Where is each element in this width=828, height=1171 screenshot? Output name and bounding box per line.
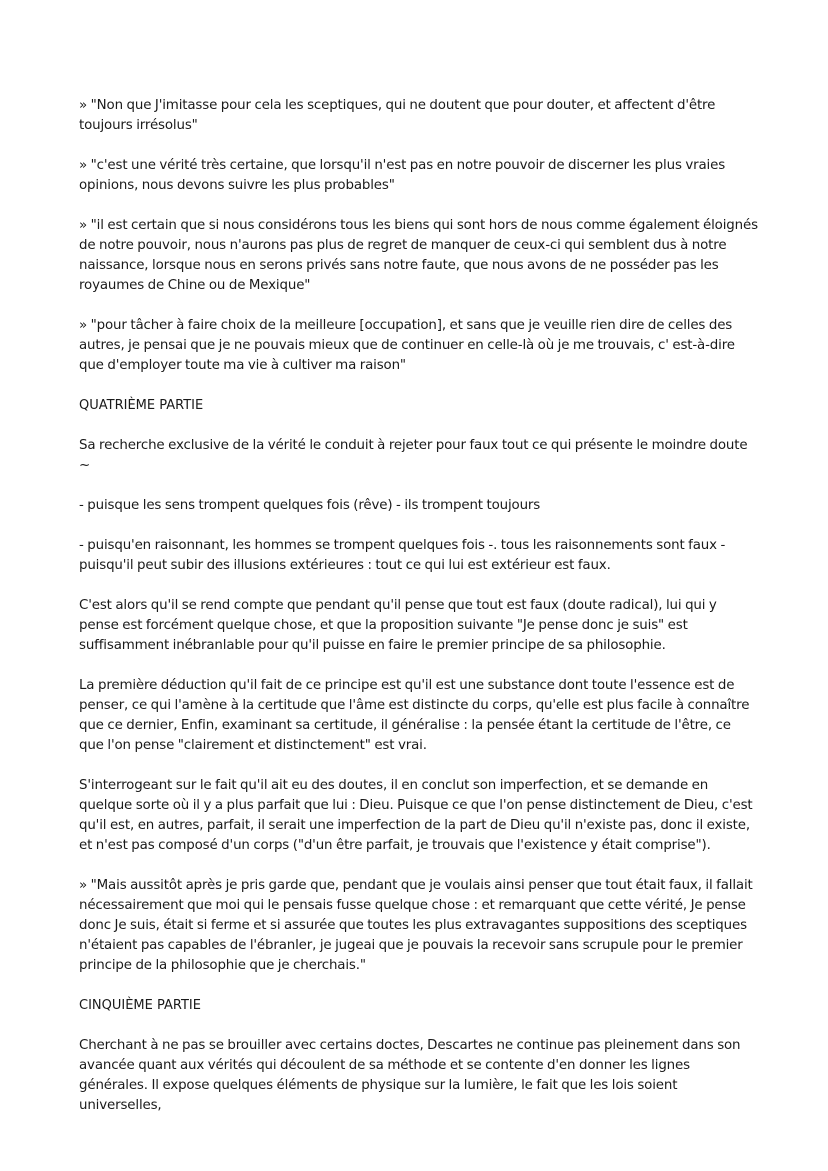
quote-paragraph: » "il est certain que si nous considérons tous les biens qui sont hors de nous comme également éloignés de notre pouvoir, nous n'aurons pas plus de regret de manquer de ceux-ci qui semblent dus à notre naissance, lorsque nous en serons privés sans notre faute, que nous avons de ne posséder pas les royaumes de Chine ou de Mexique" — [79, 218, 758, 293]
body-paragraph: Cherchant à ne pas se brouiller avec certains doctes, Descartes ne continue pas pleinement dans son avancée quant aux vérités qui découlent de sa méthode et se contente d'en donner les lignes générales. Il expose quelques éléments de physique sur la lumière, le fait que les lois soient universelles, — [79, 1038, 741, 1113]
quote-paragraph: » "Mais aussitôt après je pris garde que, pendant que je voulais ainsi penser que tout était faux, il fallait nécessairement que moi qui le pensais fusse quelque chose : et remarquant que cette vérité, Je pense donc Je suis, était si ferme et si assurée que toutes les plus extravagantes suppositions des sceptiques n'étaient pas capables de l'ébranler, je jugeai que je pouvais la recevoir sans scrupule pour le premier principe de la philosophie que je cherchais." — [79, 878, 753, 973]
body-paragraph: S'interrogeant sur le fait qu'il ait eu des doutes, il en conclut son imperfection, et se demande en quelque sorte où il y a plus parfait que lui : Dieu. Puisque ce que l'on pense distinctement de Dieu, c'est qu'il est, en autres, parfait, il serait une imperfection de la part de Dieu qu'il n'existe pas, donc il existe, et n'est pas composé d'un corps ("d'un être parfait, je trouvais que l'existence y était comprise"). — [79, 778, 753, 853]
body-paragraph: - puisqu'en raisonnant, les hommes se trompent quelques fois -. tous les raisonnements sont faux - puisqu'il peut subir des illusions extérieures : tout ce qui lui est extérieur est faux. — [79, 538, 726, 573]
section-heading: QUATRIÈME PARTIE — [79, 398, 204, 413]
section-heading: CINQUIÈME PARTIE — [79, 998, 201, 1013]
quote-paragraph: » "c'est une vérité très certaine, que lorsqu'il n'est pas en notre pouvoir de discerner les plus vraies opinions, nous devons suivre les plus probables" — [79, 158, 726, 193]
quote-paragraph: » "pour tâcher à faire choix de la meilleure [occupation], et sans que je veuille rien dire de celles des autres, je pensai que je ne pouvais mieux que de continuer en celle-là où je me trouvais, c' est-à-dire que d'employer toute ma vie à cultiver ma raison" — [79, 318, 735, 373]
body-paragraph: Sa recherche exclusive de la vérité le conduit à rejeter pour faux tout ce qui présente le moindre doute ~ — [79, 438, 748, 473]
quote-paragraph: » "Non que J'imitasse pour cela les sceptiques, qui ne doutent que pour douter, et affectent d'être toujours irrésolus" — [79, 98, 716, 133]
body-paragraph: La première déduction qu'il fait de ce principe est qu'il est une substance dont toute l'essence est de penser, ce qui l'amène à la certitude que l'âme est distincte du corps, qu'elle est plus facile à connaître que ce dernier, Enfin, examinant sa certitude, il généralise : la pensée étant la certitude de l'être, ce que l'on pense "clairement et distinctement" est vrai. — [79, 678, 750, 753]
body-paragraph: C'est alors qu'il se rend compte que pendant qu'il pense que tout est faux (doute radical), lui qui y pense est forcément quelque chose, et que la proposition suivante "Je pense donc je suis" est suffisamment inébranlable pour qu'il puisse en faire le premier principe de sa philosophie. — [79, 598, 717, 653]
body-paragraph: - puisque les sens trompent quelques fois (rêve) - ils trompent toujours — [79, 498, 541, 513]
